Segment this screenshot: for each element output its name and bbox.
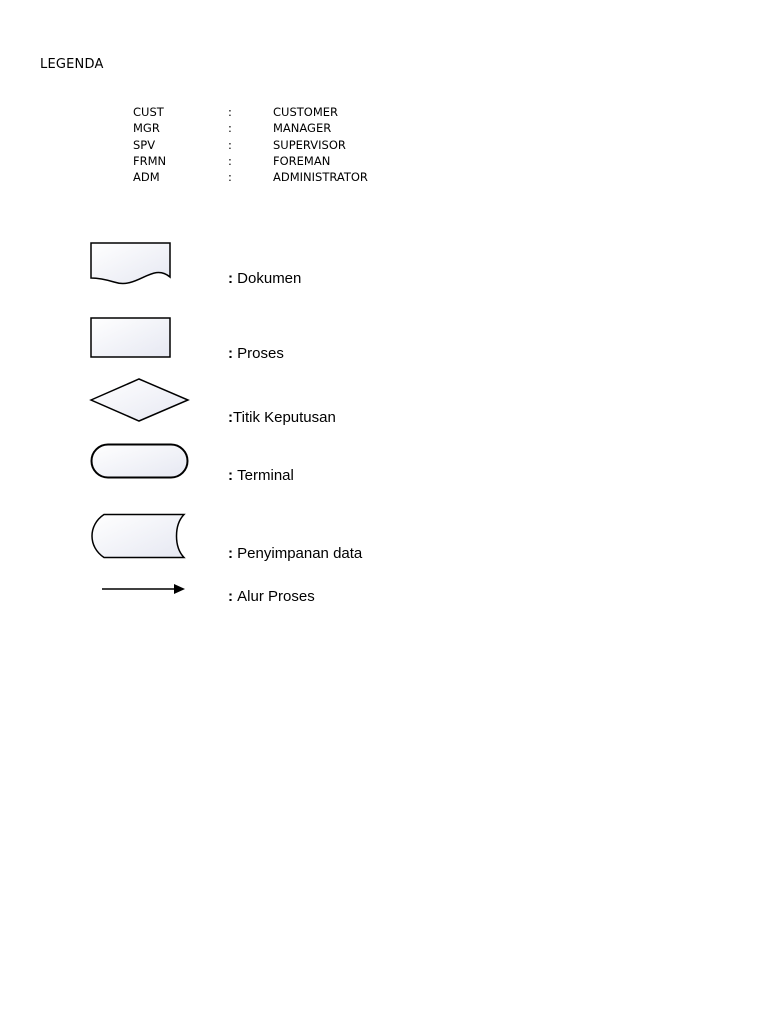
terminal-rounded-icon <box>90 443 190 481</box>
symbol-label-text: Titik Keputusan <box>233 409 336 426</box>
symbol-label-text: Alur Proses <box>237 588 315 605</box>
abbreviation-code: CUST <box>133 105 164 119</box>
abbreviation-code: MGR <box>133 121 160 136</box>
symbol-colon: : <box>228 409 233 426</box>
abbreviation-full: ADMINISTRATOR <box>273 170 368 185</box>
page-title: LEGENDA <box>40 57 104 72</box>
abbreviation-separator: : <box>228 105 232 119</box>
symbol-label-text: Penyimpanan data <box>237 545 363 562</box>
symbol-label-titik-keputusan <box>228 409 336 426</box>
symbol-colon: : <box>228 545 238 562</box>
abbreviation-separator: : <box>228 153 232 168</box>
symbol-label-text: Proses <box>237 345 284 362</box>
document-shape-icon <box>90 242 172 284</box>
symbol-label-penyimpanan-data <box>228 545 362 562</box>
arrow-right-icon <box>101 582 187 596</box>
process-rectangle-icon <box>90 317 172 359</box>
symbol-label-dokumen <box>228 270 301 287</box>
abbreviation-code: SPV <box>133 137 156 152</box>
abbreviation-full: MANAGER <box>273 121 332 136</box>
decision-diamond-icon <box>90 378 190 424</box>
symbol-label-proses <box>228 345 284 362</box>
symbol-colon: : <box>228 467 238 484</box>
symbol-colon: : <box>228 345 238 362</box>
stored-data-icon <box>90 513 188 559</box>
symbol-label-terminal <box>228 467 294 484</box>
symbol-label-alur-proses <box>228 588 315 605</box>
abbreviation-code: ADM <box>133 170 160 185</box>
abbreviation-separator: : <box>228 137 232 152</box>
abbreviation-full: SUPERVISOR <box>273 137 346 152</box>
abbreviation-code: FRMN <box>133 153 167 168</box>
symbol-colon: : <box>228 588 238 605</box>
abbreviation-full: CUSTOMER <box>273 105 339 119</box>
abbreviation-full: FOREMAN <box>273 153 331 168</box>
symbol-label-text: Terminal <box>237 467 294 484</box>
abbreviation-separator: : <box>228 170 232 185</box>
symbol-colon: : <box>228 270 238 287</box>
symbol-label-text: Dokumen <box>237 270 302 287</box>
abbreviation-separator: : <box>228 121 232 136</box>
